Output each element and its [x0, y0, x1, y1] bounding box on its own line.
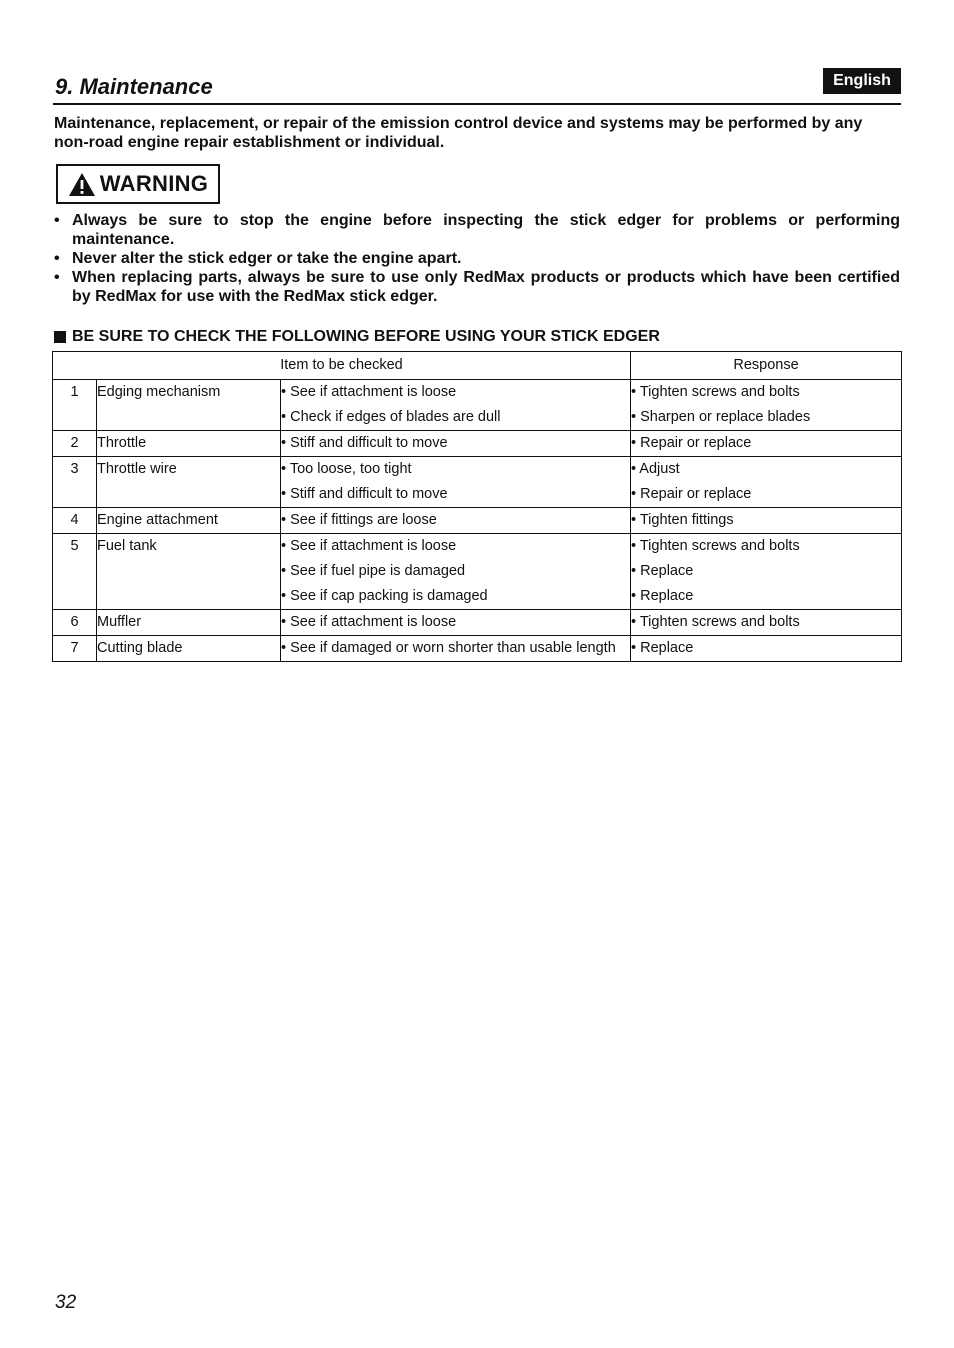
row-responses: • Tighten screws and bolts — [631, 610, 902, 636]
bullet-icon: • — [54, 269, 60, 286]
row-item: Fuel tank — [97, 534, 281, 610]
row-checks: • Too loose, too tight • Stiff and difficult to move — [281, 457, 631, 508]
row-checks: • See if attachment is loose • See if fuel pipe is damaged • See if cap packing is damaged — [281, 534, 631, 610]
table-row — [53, 636, 902, 662]
row-checks: • See if damaged or worn shorter than usable length — [281, 636, 631, 662]
row-number: 5 — [53, 534, 97, 610]
row-item: Throttle — [97, 431, 281, 457]
table-row — [53, 534, 902, 610]
row-checks: • Stiff and difficult to move — [281, 431, 631, 457]
row-responses: • Replace — [631, 636, 902, 662]
table-row — [53, 610, 902, 636]
row-responses: • Tighten fittings — [631, 508, 902, 534]
warning-item: • Never alter the stick edger or take the engine apart. — [54, 250, 462, 267]
row-number: 2 — [53, 431, 97, 457]
warning-label: WARNING — [99, 171, 209, 196]
title-divider — [53, 103, 901, 105]
row-number: 6 — [53, 610, 97, 636]
maintenance-checklist-table — [52, 351, 902, 662]
warning-list — [54, 211, 900, 306]
warning-box — [56, 164, 220, 204]
bullet-icon: • — [54, 212, 60, 229]
row-responses: • Tighten screws and bolts • Replace • Replace — [631, 534, 902, 610]
warning-triangle-icon — [68, 172, 96, 197]
row-responses: • Tighten screws and bolts • Sharpen or replace blades — [631, 380, 902, 431]
language-badge: English — [823, 68, 901, 94]
header-response: Response — [631, 352, 902, 380]
row-number: 4 — [53, 508, 97, 534]
row-number: 1 — [53, 380, 97, 431]
row-item: Edging mechanism — [97, 380, 281, 431]
row-checks: • See if attachment is loose • Check if edges of blades are dull — [281, 380, 631, 431]
row-item: Muffler — [97, 610, 281, 636]
square-bullet-icon — [54, 331, 66, 343]
header-item-to-check: Item to be checked — [53, 352, 631, 380]
row-responses: • Adjust • Repair or replace — [631, 457, 902, 508]
row-number: 7 — [53, 636, 97, 662]
table-row — [53, 508, 902, 534]
row-item: Throttle wire — [97, 457, 281, 508]
row-number: 3 — [53, 457, 97, 508]
table-row — [53, 431, 902, 457]
row-responses: • Repair or replace — [631, 431, 902, 457]
section-title: 9. Maintenance — [55, 74, 213, 99]
page-number: 32 — [55, 1292, 77, 1313]
row-checks: • See if fittings are loose — [281, 508, 631, 534]
warning-item: • When replacing parts, always be sure to use only RedMax products or products which have been certified by RedMax for use with the RedMax stick edger. — [54, 269, 900, 305]
bullet-icon: • — [54, 250, 60, 267]
table-header-row — [53, 352, 902, 380]
row-item: Cutting blade — [97, 636, 281, 662]
check-heading: BE SURE TO CHECK THE FOLLOWING BEFORE USING YOUR STICK EDGER — [54, 327, 900, 346]
table-row — [53, 457, 902, 508]
row-item: Engine attachment — [97, 508, 281, 534]
table-row — [53, 380, 902, 431]
row-checks: • See if attachment is loose — [281, 610, 631, 636]
intro-paragraph: Maintenance, replacement, or repair of the emission control device and systems may be performed by any non-road engine repair establishment or individual. — [54, 115, 863, 151]
warning-item: • Always be sure to stop the engine before inspecting the stick edger for problems or performing maintenance. — [54, 212, 900, 248]
